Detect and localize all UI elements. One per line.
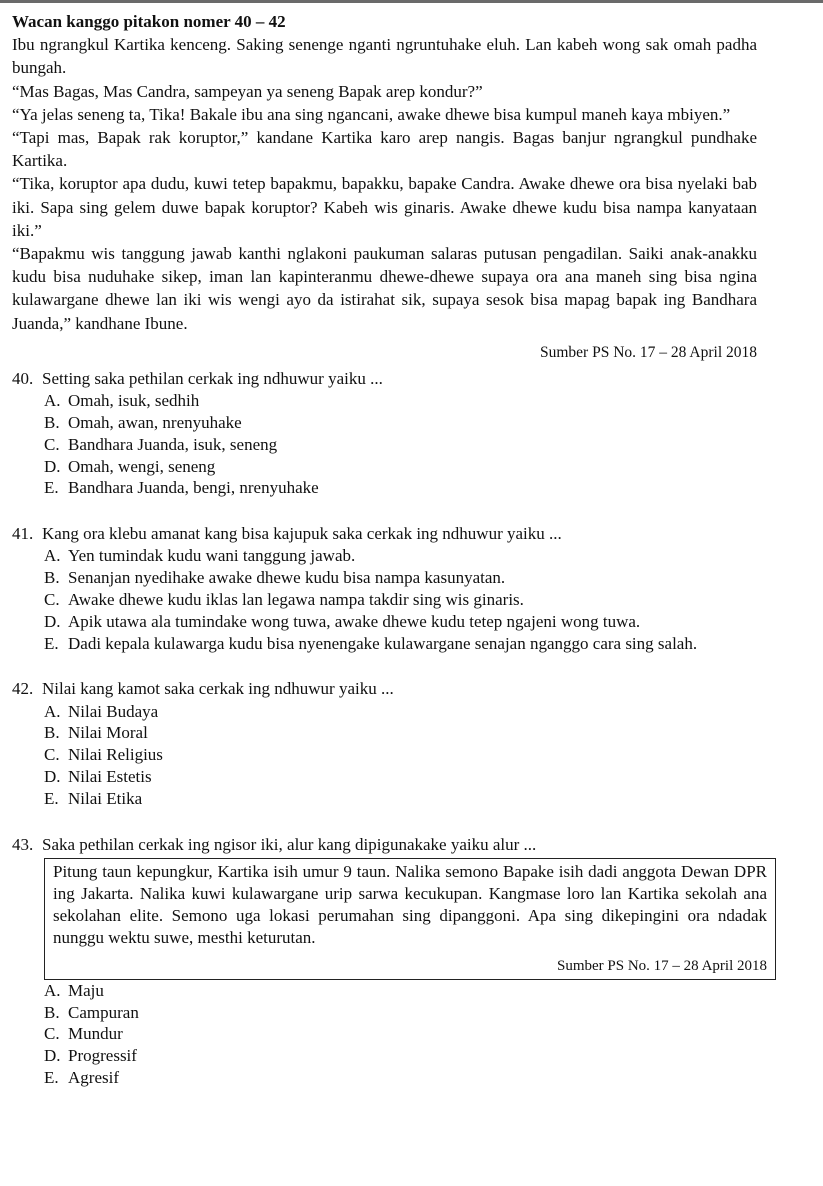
option-b[interactable] [44,412,757,434]
option-d[interactable] [44,1045,757,1067]
passage-paragraph: “Tika, koruptor apa dudu, kuwi tetep bapakmu, bapakku, bapake Candra. Awake dhewe ora bisa nyelaki bab iki. Sapa sing gelem duwe bapak koruptor? Kabeh wis ginaris. Awake dhewe kudu bisa nampa kanyataan iki.” [12,174,757,240]
option-letter: B. [44,1002,60,1022]
option-text: Bandhara Juanda, bengi, nrenyuhake [68,478,319,498]
option-d[interactable] [44,766,757,788]
option-c[interactable] [44,434,757,456]
question-40 [12,367,757,499]
option-text: Agresif [68,1068,119,1087]
passage-heading: Wacan kanggo pitakon nomer 40 – 42 [12,12,286,31]
question-stem [12,677,757,700]
document-page [12,10,767,1089]
excerpt-source: Sumber PS No. 17 – 28 April 2018 [556,957,767,974]
question-stem [12,367,757,390]
option-e[interactable] [44,633,757,655]
excerpt-box [44,858,776,980]
question-number: 41. [12,524,34,544]
option-text: Nilai Moral [68,723,148,743]
option-text: Mundur [68,1024,123,1044]
option-e[interactable] [44,1067,757,1089]
option-text: Maju [68,980,104,1000]
question-42 [12,677,757,809]
excerpt-text: Pitung taun kepungkur, Kartika isih umur 9 taun. Nalika semono Bapake isih dadi anggota Dewan DPR ing Jakarta. Nalika kuwi kulawargane urip sarwa kecukupan. Kangmase loro lan Kartika sekolah ana sekolahan elite. Semono uga lokasi perumahan sing dipanggoni. Apa sing dikepingini ora ndadak nunggu wektu suwe, mesthi keturutan. [53,861,767,947]
top-border-line [0,0,823,3]
option-letter: C. [44,590,60,610]
option-e[interactable] [44,788,757,810]
option-b[interactable] [44,567,757,589]
question-number: 42. [12,679,34,699]
question-41 [12,522,757,654]
option-letter: A. [44,546,61,566]
option-list [12,390,757,499]
option-text: Nilai Etika [68,788,143,808]
option-text: Senanjan nyedihake awake dhewe kudu bisa nampa kasunyatan. [68,568,506,588]
option-letter: D. [44,611,61,631]
option-letter: A. [44,701,61,721]
option-letter: D. [44,767,61,787]
option-list [12,701,757,810]
option-text: Omah, awan, nrenyuhake [68,413,242,433]
option-d[interactable] [44,456,757,478]
passage-paragraph: “Tapi mas, Bapak rak koruptor,” kandane Kartika karo arep nangis. Bagas banjur ngrangkul pundhake Kartika. [12,128,757,171]
option-text: Bandhara Juanda, isuk, seneng [68,434,278,454]
option-e[interactable] [44,477,757,499]
question-text: Setting saka pethilan cerkak ing ndhuwur yaiku ... [42,369,383,389]
passage-paragraph: “Mas Bagas, Mas Candra, sampeyan ya seneng Bapak arep kondur?” [12,81,483,101]
option-letter: B. [44,723,60,743]
passage-paragraph: “Bapakmu wis tanggung jawab kanthi nglakoni paukuman salaras putusan pengadilan. Saiki anak-anakku kudu bisa nuduhake sikep, iman lan kapinteranmu dhewe-dhewe supaya ora ana maneh sing bisa ngina kulawargane dhewe lan iki wis wengi ayo da istirahat sik, supaya sesok bisa mapag bapak ing Bandhara Juanda,” kandhane Ibune. [12,244,757,333]
option-c[interactable] [44,1023,757,1045]
option-a[interactable] [44,980,757,1002]
option-letter: C. [44,1024,60,1044]
option-c[interactable] [44,589,757,611]
option-text: Progressif [68,1046,137,1066]
question-text: Kang ora klebu amanat kang bisa kajupuk saka cerkak ing ndhuwur yaiku ... [42,524,562,544]
passage-paragraph: Ibu ngrangkul Kartika kenceng. Saking senenge nganti ngruntuhake eluh. Lan kabeh wong sak omah padha bungah. [12,35,757,78]
question-text: Nilai kang kamot saka cerkak ing ndhuwur yaiku ... [42,679,394,699]
option-text: Campuran [68,1002,139,1022]
reading-passage [12,10,757,364]
option-letter: D. [44,456,61,476]
option-text: Nilai Religius [68,745,163,765]
question-stem [12,833,757,856]
question-43 [12,833,767,1089]
option-letter: B. [44,413,60,433]
option-c[interactable] [44,744,757,766]
option-text: Nilai Estetis [68,767,152,787]
option-a[interactable] [44,701,757,723]
question-text: Saka pethilan cerkak ing ngisor iki, alur kang dipigunakake yaiku alur ... [42,834,537,854]
option-text: Omah, isuk, sedhih [68,391,200,411]
option-text: Nilai Budaya [68,701,159,721]
passage-source: Sumber PS No. 17 – 28 April 2018 [539,343,757,361]
option-letter: E. [44,1068,59,1087]
option-d[interactable] [44,611,757,633]
option-text: Dadi kepala kulawarga kudu bisa nyenengake kulawargane senajan nganggo cara sing salah. [68,633,698,653]
option-text: Apik utawa ala tumindake wong tuwa, awake dhewe kudu tetep ngajeni wong tuwa. [68,611,641,631]
option-letter: C. [44,434,60,454]
option-text: Omah, wengi, seneng [68,456,216,476]
option-b[interactable] [44,722,757,744]
question-number: 40. [12,369,34,389]
option-letter: B. [44,568,60,588]
option-a[interactable] [44,390,757,412]
option-letter: A. [44,391,61,411]
option-letter: E. [44,633,59,653]
option-letter: E. [44,788,59,808]
option-text: Awake dhewe kudu iklas lan legawa nampa takdir sing wis ginaris. [68,590,524,610]
question-number: 43. [12,834,34,854]
passage-paragraph: “Ya jelas seneng ta, Tika! Bakale ibu ana sing ngancani, awake dhewe bisa kumpul maneh kaya mbiyen.” [12,104,731,124]
option-list [12,980,757,1089]
option-a[interactable] [44,545,757,567]
option-text: Yen tumindak kudu wani tanggung jawab. [68,546,356,566]
option-letter: E. [44,478,59,498]
option-list [12,545,757,654]
option-letter: D. [44,1046,61,1066]
option-b[interactable] [44,1002,757,1024]
option-letter: A. [44,980,61,1000]
option-letter: C. [44,745,60,765]
question-stem [12,522,757,545]
